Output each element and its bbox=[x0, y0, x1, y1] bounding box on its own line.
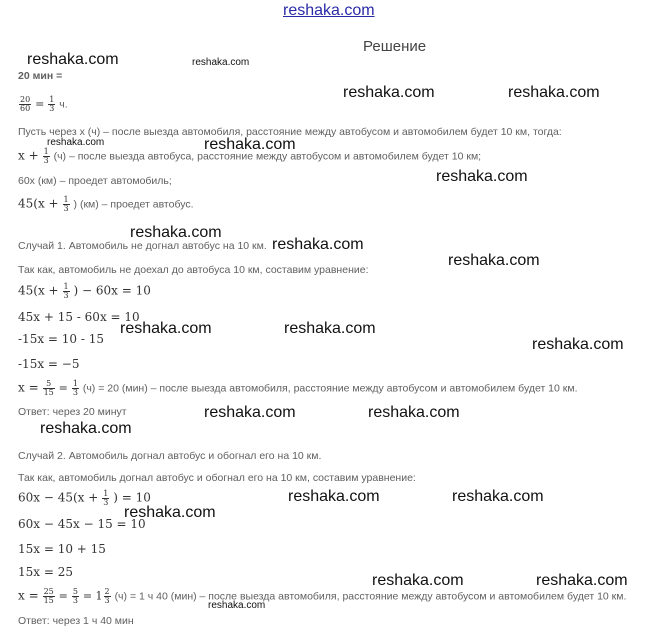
line-x-plus-third: x + $\frac{1}{3}$ (ч) – после выезда автобуса, расстояние между автобусом и автомобилем будет 10 км; bbox=[18, 147, 482, 165]
watermark: reshaka.com bbox=[130, 224, 222, 241]
fraction-1-3: $\frac{1}{3}$ bbox=[49, 95, 55, 113]
watermark: reshaka.com bbox=[40, 420, 132, 437]
line-let-x: Пусть через x (ч) – после выезда автомобиля, расстояние между автобусом и автомобилем будет 10 км, тогда: bbox=[18, 126, 562, 138]
line-20-min: 20 мин = bbox=[18, 70, 63, 82]
line-equation-6: 60x − 45x − 15 = 10 bbox=[18, 517, 146, 531]
line-case-2-intro: Так как, автомобиль догнал автобус и обогнал его на 10 км, составим уравнение: bbox=[18, 472, 416, 484]
watermark: reshaka.com bbox=[124, 504, 216, 521]
watermark: reshaka.com bbox=[448, 252, 540, 269]
line-answer-2: Ответ: через 1 ч 40 мин bbox=[18, 615, 134, 627]
watermark: reshaka.com bbox=[204, 136, 296, 153]
line-case-1-intro: Так как, автомобиль не доехал до автобуса 10 км, составим уравнение: bbox=[18, 264, 369, 276]
line-result-2: x = $\frac{25}{15}$ = $\frac{5}{3}$ = 1 $\frac{2}{3}$ (ч) = 1 ч 40 (мин) – после выезда автомобиля, расстояние между автобусом и автомобилем будет 10 км. bbox=[18, 587, 627, 605]
line-equation-8: 15x = 25 bbox=[18, 565, 73, 579]
line-equation-7: 15x = 10 + 15 bbox=[18, 542, 106, 556]
watermark: reshaka.com bbox=[532, 336, 624, 353]
watermark: reshaka.com bbox=[47, 137, 105, 148]
line-result-1: x = $\frac{5}{15}$ = $\frac{1}{3}$ (ч) = 20 (мин) – после выезда автомобиля, расстояние между автобусом и автомобилем будет 10 км. bbox=[18, 379, 578, 397]
line-case-1: Случай 1. Автомобиль не догнал автобус на 10 км. bbox=[18, 240, 267, 252]
line-fraction-conversion: $\frac{20}{60}$ = $\frac{1}{3}$ ч. bbox=[20, 95, 68, 113]
line-equation-5: 60x − 45(x + $\frac{1}{3}$ ) = 10 bbox=[18, 489, 151, 507]
watermark: reshaka.com bbox=[452, 488, 544, 505]
watermark: reshaka.com bbox=[343, 84, 435, 101]
watermark: reshaka.com bbox=[27, 51, 119, 68]
watermark: reshaka.com bbox=[288, 488, 380, 505]
solution-heading: Решение bbox=[363, 38, 427, 55]
line-car-distance: 60x (км) – проедет автомобиль; bbox=[18, 175, 172, 187]
watermark: reshaka.com bbox=[508, 84, 600, 101]
line-answer-1: Ответ: через 20 минут bbox=[18, 406, 127, 418]
watermark: reshaka.com bbox=[436, 168, 528, 185]
site-title-link[interactable]: reshaka.com bbox=[283, 2, 375, 19]
watermark: reshaka.com bbox=[192, 57, 250, 68]
watermark: reshaka.com bbox=[204, 404, 296, 421]
watermark: reshaka.com bbox=[372, 572, 464, 589]
watermark: reshaka.com bbox=[368, 404, 460, 421]
line-equation-1: 45(x + $\frac{1}{3}$ ) − 60x = 10 bbox=[18, 282, 151, 300]
watermark: reshaka.com bbox=[536, 572, 628, 589]
line-equation-3: -15x = 10 - 15 bbox=[18, 332, 104, 346]
fraction-20-60: $\frac{20}{60}$ bbox=[20, 95, 31, 113]
watermark: reshaka.com bbox=[284, 320, 376, 337]
watermark: reshaka.com bbox=[208, 600, 266, 611]
watermark: reshaka.com bbox=[272, 236, 364, 253]
line-equation-2: 45x + 15 - 60x = 10 bbox=[18, 310, 140, 324]
line-bus-distance: 45(x + $\frac{1}{3}$ ) (км) – проедет автобус. bbox=[18, 195, 194, 213]
line-case-2: Случай 2. Автомобиль догнал автобус и обогнал его на 10 км. bbox=[18, 450, 322, 462]
watermark: reshaka.com bbox=[120, 320, 212, 337]
line-equation-4: -15x = −5 bbox=[18, 357, 80, 371]
